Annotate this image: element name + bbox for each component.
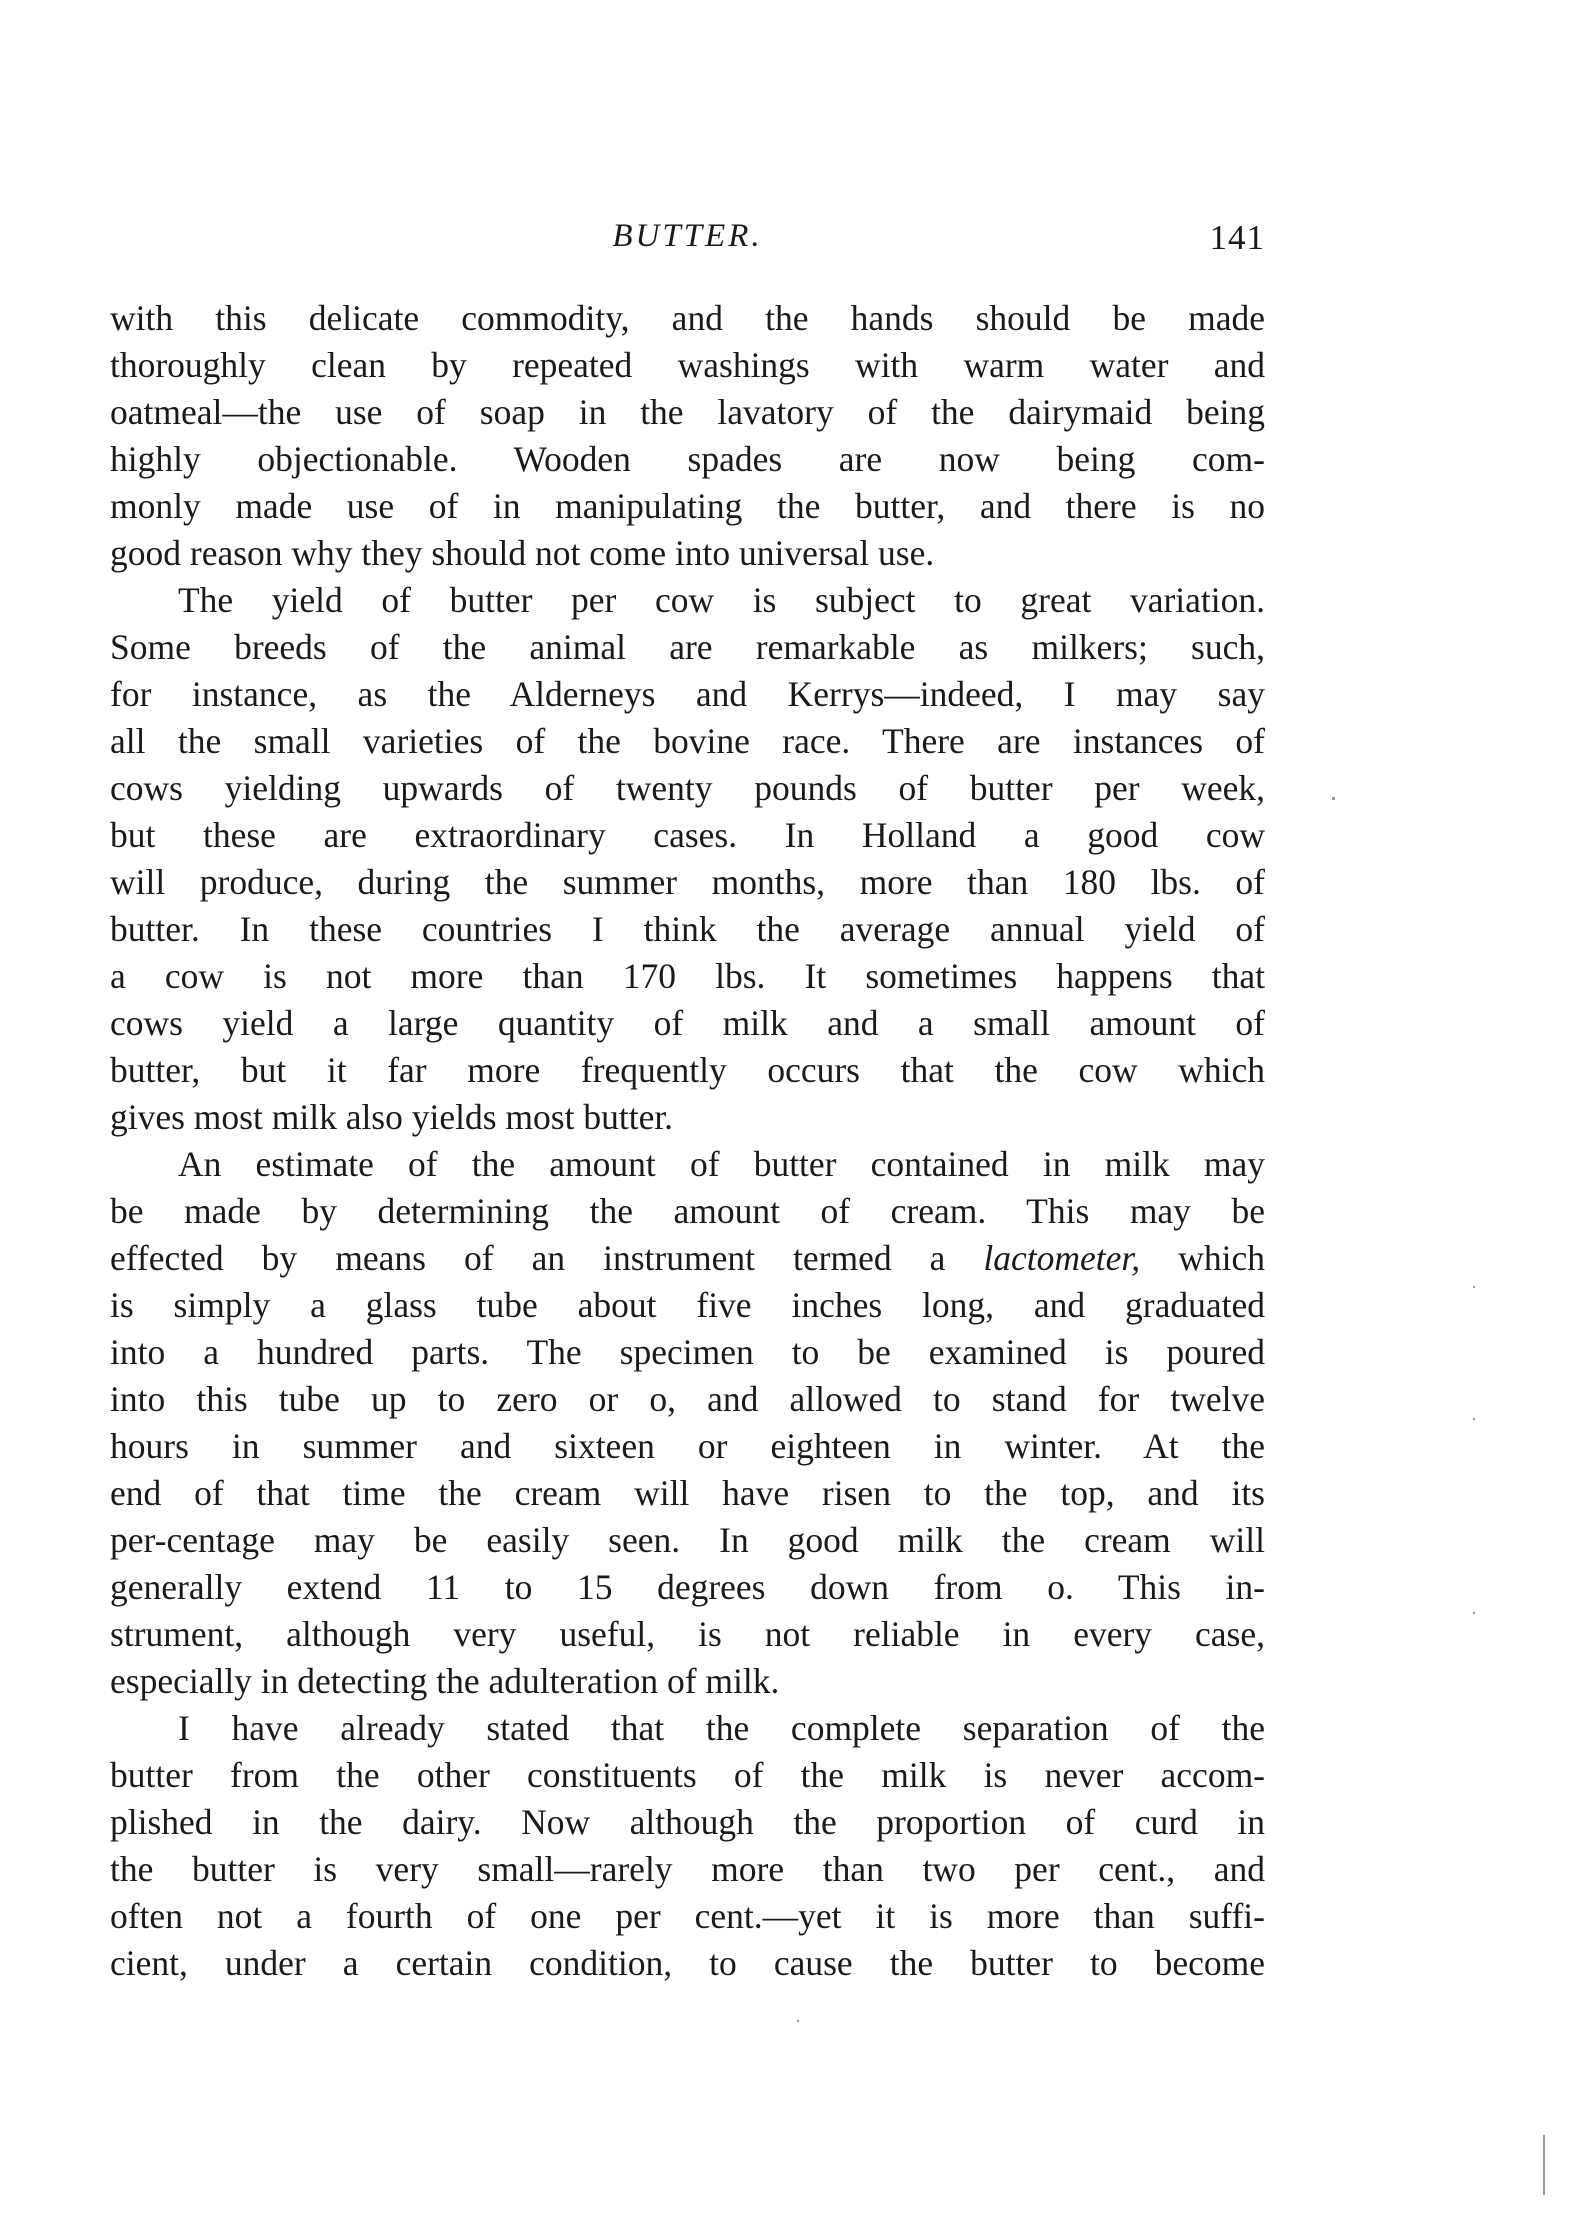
text-line: oatmeal—the use of soap in the lavatory of the dairymaid being [110, 392, 1265, 432]
running-head: BUTTER. [612, 218, 763, 254]
text-line: good reason why they should not come into universal use. [110, 533, 935, 573]
scan-speck [797, 2020, 799, 2022]
text-line: end of that time the cream will have risen to the top, and its [110, 1473, 1265, 1513]
text-line: into a hundred parts. The specimen to be examined is poured [110, 1332, 1265, 1372]
text-line: butter from the other constituents of the milk is never accom- [110, 1755, 1265, 1795]
text-line: a cow is not more than 170 lbs. It sometimes happens that [110, 956, 1265, 996]
text-line: per-centage may be easily seen. In good milk the cream will [110, 1520, 1265, 1560]
text-line: cows yield a large quantity of milk and a small amount of [110, 1003, 1265, 1043]
text-line: hours in summer and sixteen or eighteen in winter. At the [110, 1426, 1265, 1466]
text-line: into this tube up to zero or o, and allowed to stand for twelve [110, 1379, 1265, 1419]
paragraph-2 [110, 577, 1265, 1141]
paragraph-1 [110, 295, 1265, 577]
scan-speck [1332, 797, 1335, 800]
text-line: especially in detecting the adulteration of milk. [110, 1661, 780, 1701]
text-line: strument, although very useful, is not reliable in every case, [110, 1614, 1265, 1654]
text-line: with this delicate commodity, and the hands should be made [110, 298, 1265, 338]
paragraph-4 [110, 1705, 1265, 1987]
scan-speck [1473, 1612, 1475, 1614]
body-text [110, 295, 1265, 1987]
scan-speck [1473, 1418, 1475, 1420]
text-line: generally extend 11 to 15 degrees down from o. This in- [110, 1567, 1265, 1607]
lactometer-suffix: which [1140, 1238, 1265, 1278]
page-header [110, 218, 1265, 268]
page-number: 141 [1209, 218, 1265, 257]
text-line: cows yielding upwards of twenty pounds of butter per week, [110, 768, 1265, 808]
text-line: for instance, as the Alderneys and Kerrys—indeed, I may say [110, 674, 1265, 714]
text-line: Some breeds of the animal are remarkable as milkers; such, [110, 627, 1265, 667]
text-line: thoroughly clean by repeated washings with warm water and [110, 345, 1265, 385]
text-line: will produce, during the summer months, more than 180 lbs. of [110, 862, 1265, 902]
text-line: gives most milk also yields most butter. [110, 1097, 674, 1137]
text-line: often not a fourth of one per cent.—yet it is more than suffi- [110, 1896, 1265, 1936]
text-line: be made by determining the amount of cream. This may be [110, 1191, 1265, 1231]
text-line: is simply a glass tube about five inches long, and graduated [110, 1285, 1265, 1325]
lactometer-term: lactometer, [983, 1238, 1141, 1278]
lactometer-prefix: effected by means of an instrument termed a [110, 1238, 984, 1278]
paragraph-3 [110, 1141, 1265, 1705]
text-line: I have already stated that the complete separation of the [178, 1708, 1265, 1748]
text-line-lactometer [110, 1235, 1265, 1282]
text-line: The yield of butter per cow is subject to great variation. [178, 580, 1265, 620]
scan-speck [1473, 1286, 1475, 1288]
text-line: butter, but it far more frequently occurs that the cow which [110, 1050, 1265, 1090]
text-line: cient, under a certain condition, to cause the butter to become [110, 1943, 1265, 1983]
text-line: butter. In these countries I think the average annual yield of [110, 909, 1265, 949]
text-line: An estimate of the amount of butter contained in milk may [178, 1144, 1265, 1184]
text-line: all the small varieties of the bovine race. There are instances of [110, 721, 1265, 761]
text-line: plished in the dairy. Now although the proportion of curd in [110, 1802, 1265, 1842]
text-line: but these are extraordinary cases. In Holland a good cow [110, 815, 1265, 855]
scan-edge-mark [1543, 2135, 1545, 2195]
text-line: the butter is very small—rarely more than two per cent., and [110, 1849, 1265, 1889]
text-line: monly made use of in manipulating the butter, and there is no [110, 486, 1265, 526]
text-line: highly objectionable. Wooden spades are now being com- [110, 439, 1265, 479]
